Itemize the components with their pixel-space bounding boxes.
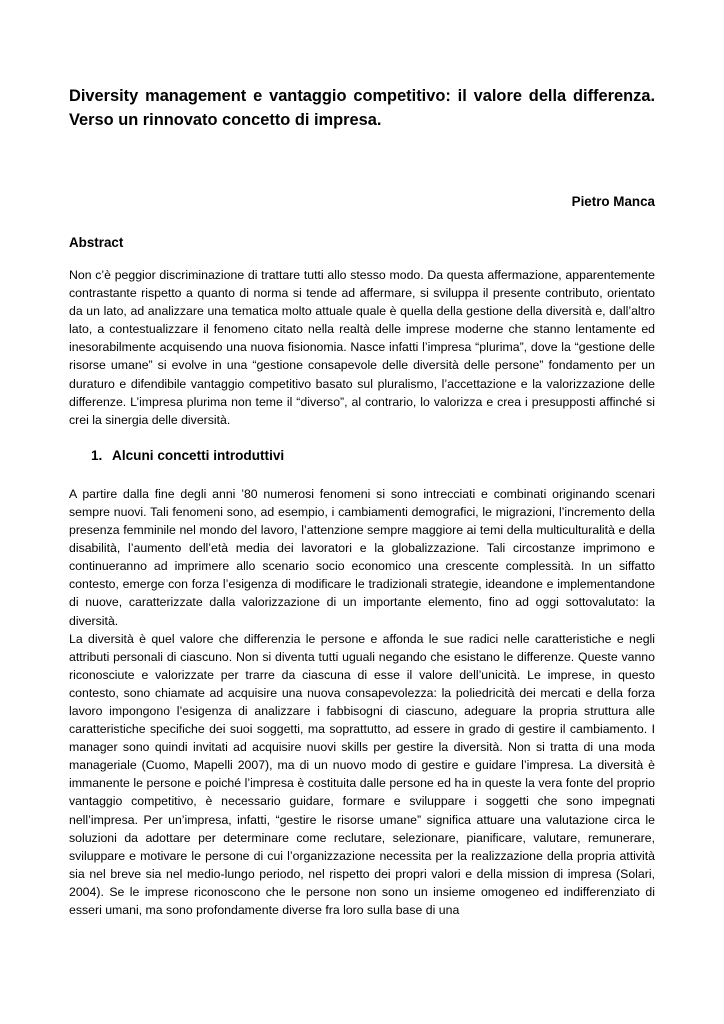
author-name: Pietro Manca — [571, 194, 655, 209]
abstract-heading: Abstract — [69, 235, 124, 250]
section-number: 1. — [91, 447, 103, 463]
paper-title: Diversity management e vantaggio competitivo: il valore della differenza. Verso un rinnovato concetto di impresa. — [69, 87, 655, 129]
section-heading — [91, 447, 655, 465]
paper-page — [69, 84, 655, 919]
body-paragraph: La diversità è quel valore che differenzia le persone e affonda le sue radici nelle caratteristiche e negli attributi personali di ciascuno. Non si diventa tutti uguali negando che esistano le differenze. Queste vanno riconosciute e valorizzate per trarre da ciascuna di esse il valore dell’unicità. Le imprese, in questo contesto, sono chiamate ad acquisire una nuova consapevolezza: la poliedricità dei mercati e della forza lavoro impongono l’esigenza di analizzare i fabbisogni di ciascuno, adeguare la propria struttura alle caratteristiche specifiche dei suoi soggetti, ma soprattutto, ad essere in grado di gestire il cambiamento. I manager sono quindi invitati ad acquisire nuovi skills per gestire la diversità. Non si tratta di una moda manageriale (Cuomo, Mapelli 2007), ma di un nuovo modo di gestire e guidare l’impresa. La diversità è immanente le persone e poiché l’impresa è costituita dalle persone ed ha in queste la vera fonte del proprio vantaggio competitivo, è necessario guidare, formare e sviluppare i soggetti che sono impegnati nell’impresa. Per un’impresa, infatti, “gestire le risorse umane” significa attuare una valutazione circa le soluzioni da adottare per determinare come reclutare, selezionare, pianificare, valutare, remunerare, sviluppare e motivare le persone di cui l’organizzazione necessita per la realizzazione della propria attività sia nel breve sia nel medio-lungo periodo, nel rispetto dei propri valori e della mission di impresa (Solari, 2004). Se le imprese riconoscono che le persone non sono un insieme omogeneo ed indifferenziato di esseri umani, ma sono profondamente diverse fra loro sulla base di una — [69, 631, 655, 917]
abstract-text: Non c’è peggior discriminazione di trattare tutti allo stesso modo. Da questa affermazione, apparentemente contrastante rispetto a quanto di norma si tende ad affermare, si sviluppa il presente contributo, orientato da un lato, ad analizzare una tematica molto attuale quale è quella della gestione della diversità e, dall’altro lato, a contestualizzare il fenomeno citato nella realtà delle imprese moderne che stanno lentamente ed inesorabilmente acquisendo una nuova fisionomia. Nasce infatti l’impresa “plurima”, dove la “gestione delle risorse umane” si evolve in una “gestione consapevole delle diversità delle persone” fondamento per un duraturo e difendibile vantaggio competitivo basato sul pluralismo, l’accettazione e la valorizzazione delle differenze. L’impresa plurima non teme il “diverso”, al contrario, lo valorizza e crea i presupposti affinché si crei la sinergia delle diversità. — [69, 268, 655, 427]
body-paragraph: A partire dalla fine degli anni ’80 numerosi fenomeni si sono intrecciati e combinati originando scenari sempre nuovi. Tali fenomeni sono, ad esempio, i cambiamenti demografici, le migrazioni, l’incremento della presenza femminile nel mondo del lavoro, l’attenzione sempre maggiore ai temi della multiculturalità e della disabilità, l’aumento dell’età media dei lavoratori e la globalizzazione. Tali circostanze imprimono e continueranno ad imprimere allo scenario socio economico una crescente complessità. In un siffatto contesto, emerge con forza l’esigenza di modificare le tradizionali strategie, ideandone e implementandone di nuove, caratterizzate dalla valorizzazione di un importante elemento, fino ad oggi sottovalutato: la diversità. — [69, 486, 655, 628]
section-title: Alcuni concetti introduttivi — [112, 447, 285, 463]
